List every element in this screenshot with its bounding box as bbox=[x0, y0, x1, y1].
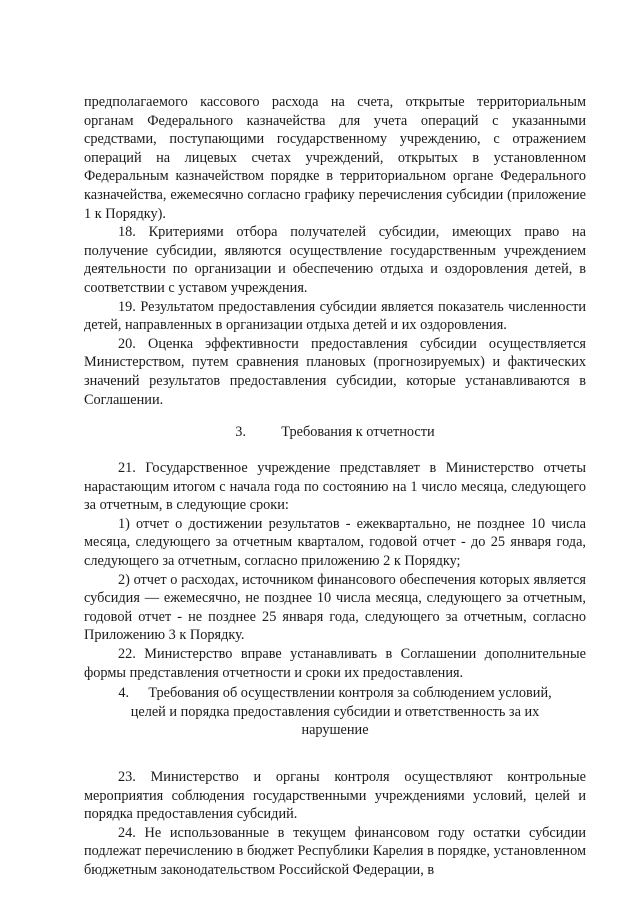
paragraph-24: 24. Не использованные в текущем финансовом году остатки субсидии подлежат перечислению в бюджет Республики Карелия в порядке, установленном бюджетным законодательством Российской Федерации, в bbox=[84, 824, 586, 878]
paragraph-22: 22. Министерство вправе устанавливать в Соглашении дополнительные формы представления отчетности и сроки их предоставления. bbox=[84, 645, 586, 681]
paragraph-23: 23. Министерство и органы контроля осуществляют контрольные мероприятия соблюдения государственными учреждениями условий, целей и порядка предоставления субсидий. bbox=[84, 769, 586, 823]
section-3-heading bbox=[84, 423, 586, 442]
section-3-number: 3. bbox=[235, 424, 247, 440]
text-block-1 bbox=[84, 93, 586, 409]
paragraph-20: 20. Оценка эффективности предоставления субсидии осуществляется Министерством, путем сравнения плановых (прогнозируемых) и фактических значений результатов предоставления субсидии, которые устанавливаются в Соглашении. bbox=[84, 335, 586, 408]
section-4-title-line-3: нарушение bbox=[301, 722, 369, 739]
paragraph-21-item-2: 2) отчет о расходах, источником финансового обеспечения которых является субсидия — ежемесячно, не позднее 10 числа месяца, следующего за отчетным, годовой отчет - не позднее 25 января года, следующего за отчетным, согласно Приложению 3 к Порядку. bbox=[84, 571, 586, 644]
paragraph-21: 21. Государственное учреждение представляет в Министерство отчеты нарастающим итогом с начала года по состоянию на 1 число месяца, следующего за отчетным, в следующие сроки: bbox=[84, 460, 586, 514]
paragraph-19: 19. Результатом предоставления субсидии является показатель численности детей, направленных в организации отдыха детей и их оздоровления. bbox=[84, 298, 586, 334]
paragraph-18: 18. Критериями отбора получателей субсидии, имеющих право на получение субсидии, являются осуществление государственным учреждением деятельности по организации и обеспечению отдыха и оздоровления детей, в соответствии с уставом учреждения. bbox=[84, 224, 586, 296]
section-4-title-line-1: 4. Требования об осуществлении контроля за соблюдением условий, bbox=[118, 685, 552, 701]
paragraph-17-continuation: предполагаемого кассового расхода на счета, открытые территориальным органам Федерального казначейства для учета операций с указанными средствами, поступающими государственному учреждению, с отражением операций на лицевых счетах учреждений, открытых в установленном Федеральным казначейством порядке в территориальном органе Федерального казначейства, ежемесячно согласно графику перечисления субсидии (приложение 1 к Порядку). bbox=[84, 94, 586, 222]
text-block-2 bbox=[84, 459, 586, 682]
section-3-title: Требования к отчетности bbox=[281, 424, 435, 440]
section-4-number: 4. bbox=[118, 685, 130, 701]
section-4-heading bbox=[84, 684, 586, 740]
section-4-title-line-2: целей и порядка предоставления субсидии и ответственность за их bbox=[130, 703, 540, 720]
paragraph-21-item-1: 1) отчет о достижении результатов - ежеквартально, не позднее 10 числа месяца, следующего за отчетным кварталом, годовой отчет - до 25 января года, следующего за отчетным, согласно приложению 2 к Порядку; bbox=[84, 515, 586, 569]
text-block-3 bbox=[84, 768, 586, 880]
